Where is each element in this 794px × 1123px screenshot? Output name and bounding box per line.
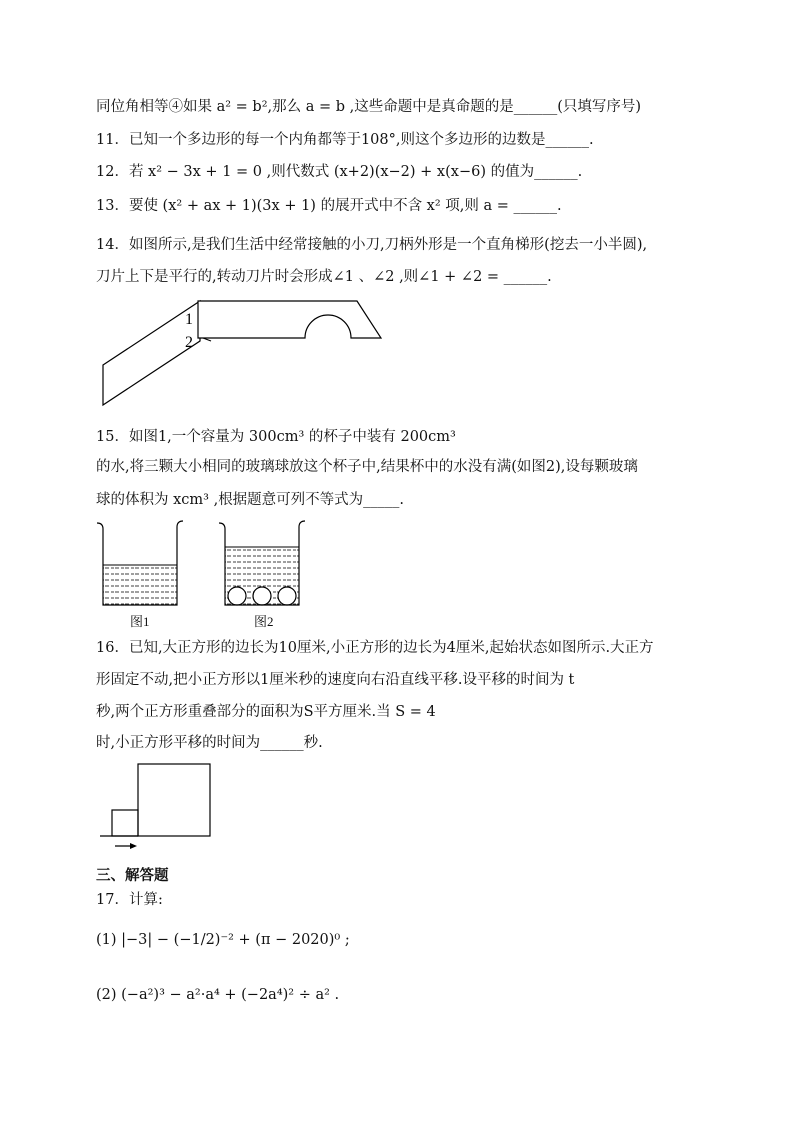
large-square <box>138 764 210 836</box>
cup-figure-2 <box>217 517 317 607</box>
question-17: 17．计算: <box>96 892 163 908</box>
question-16-line1: 16．已知,大正方形的边长为10厘米,小正方形的边长为4厘米,起始状态如图所示.大正方 <box>96 640 654 656</box>
cup-figure-1 <box>95 517 195 607</box>
angle-2-label: 2 <box>185 334 193 351</box>
question-13: 13．要使 (x² + ax + 1)(3x + 1) 的展开式中不含 x² 项,则 a = ______. <box>96 198 562 214</box>
question-17-part1: (1) |−3| − (−1/2)⁻² + (π − 2020)⁰ ; <box>96 932 350 948</box>
question-16-line4: 时,小正方形平移的时间为______秒. <box>96 735 323 751</box>
question-16-line3: 秒,两个正方形重叠部分的面积为S平方厘米.当 S = 4 <box>96 704 436 720</box>
question-14-line1: 14．如图所示,是我们生活中经常接触的小刀,刀柄外形是一个直角梯形(挖去一小半圆), <box>96 237 648 253</box>
right-arrow-icon <box>115 843 137 849</box>
question-15-line1: 15．如图1,一个容量为 300cm³ 的杯子中装有 200cm³ <box>96 429 456 445</box>
question-12: 12．若 x² − 3x + 1 = 0 ,则代数式 (x+2)(x−2) + x(x−6) 的值为______. <box>96 164 583 180</box>
question-14-line2: 刀片上下是平行的,转动刀片时会形成∠1 、∠2 ,则∠1 + ∠2 = ______. <box>96 269 552 285</box>
squares-figure <box>95 760 220 852</box>
angle-1-label: 1 <box>185 311 193 328</box>
question-11: 11．已知一个多边形的每一个内角都等于108°,则这个多边形的边数是______. <box>96 132 594 148</box>
section-3-heading: 三、解答题 <box>96 867 169 884</box>
knife-handle <box>198 301 381 338</box>
glass-ball <box>228 587 246 605</box>
question-15-line3: 球的体积为 xcm³ ,根据题意可列不等式为_____. <box>96 492 405 508</box>
glass-ball <box>278 587 296 605</box>
glass-ball <box>253 587 271 605</box>
knife-figure <box>95 293 390 408</box>
line-prev-question: 同位角相等④如果 a² = b²,那么 a = b ,这些命题中是真命题的是______(只填写序号) <box>96 99 642 115</box>
cup-2-caption: 图2 <box>254 614 274 629</box>
question-15-line2: 的水,将三颗大小相同的玻璃球放这个杯子中,结果杯中的水没有满(如图2),设每颗玻璃 <box>96 459 638 475</box>
small-square <box>112 810 138 836</box>
cup-1-caption: 图1 <box>130 614 150 629</box>
question-16-line2: 形固定不动,把小正方形以1厘米秒的速度向右沿直线平移.设平移的时间为 t <box>96 672 575 688</box>
question-17-part2: (2) (−a²)³ − a²·a⁴ + (−2a⁴)² ÷ a² . <box>96 987 340 1003</box>
